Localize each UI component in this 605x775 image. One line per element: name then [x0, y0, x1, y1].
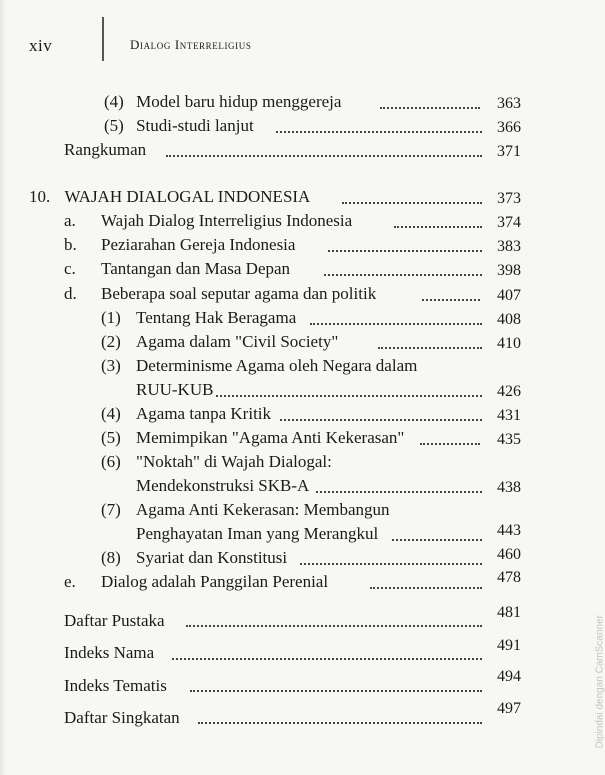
dot-leader: [420, 443, 480, 445]
toc-subentry-d4: [101, 404, 121, 424]
toc-entry-label: a.: [64, 211, 76, 230]
toc-page-number: 373: [497, 190, 521, 207]
toc-entry-label: (3): [101, 356, 121, 375]
toc-entry-c: [64, 259, 76, 279]
dot-leader: [328, 250, 482, 252]
toc-indeks-tematis: Indeks Tematis: [64, 676, 167, 695]
dot-leader: [276, 131, 482, 133]
toc-daftar-singkatan: Daftar Singkatan: [64, 708, 180, 727]
toc-page-number: 407: [497, 287, 521, 304]
toc-entry-e5: [104, 116, 254, 136]
toc-entry-title: Determinisme Agama oleh Negara dalam: [136, 356, 418, 375]
dot-leader: [172, 658, 482, 660]
toc-page-number: 366: [497, 119, 521, 136]
toc-subentry-d5: [101, 428, 121, 448]
dot-leader: [394, 226, 482, 228]
dot-leader: [316, 491, 482, 493]
dot-leader: [378, 347, 482, 349]
toc-entry-label: (7): [101, 500, 121, 519]
toc-entry-title-continued: Penghayatan Iman yang Merangkul: [136, 524, 379, 543]
chapter-title: WAJAH DIALOGAL INDONESIA: [64, 187, 311, 206]
toc-subentry-d7: [101, 500, 121, 520]
toc-entry-d: [64, 284, 77, 304]
toc-subentry-d1: [101, 308, 121, 328]
toc-entry-title: Model baru hidup menggereja: [136, 92, 342, 111]
toc-entry-label: e.: [64, 572, 76, 591]
toc-subentry-d6: [101, 452, 121, 472]
dot-leader: [166, 155, 482, 157]
toc-page-number: 460: [497, 546, 521, 563]
dot-leader: [186, 625, 482, 627]
toc-page-number: 371: [497, 143, 521, 160]
toc-entry-title: Memimpikan "Agama Anti Kekerasan": [136, 428, 405, 447]
toc-entry-title: Tantangan dan Masa Depan: [101, 259, 291, 278]
dot-leader: [280, 419, 482, 421]
toc-entry-title: Studi-studi lanjut: [136, 116, 254, 135]
toc-subentry-d2: [101, 332, 121, 352]
toc-entry-a: [64, 211, 76, 231]
scanner-watermark: Dipindai dengan CamScanner: [594, 615, 605, 749]
toc-entry-label: (5): [104, 116, 124, 135]
toc-entry-label: (4): [104, 92, 124, 111]
toc-subentry-d8: [101, 548, 121, 568]
toc-entry-e: [64, 572, 76, 592]
dot-leader: [190, 690, 482, 692]
toc-entry-title: Agama dalam "Civil Society": [136, 332, 339, 351]
toc-page-number: 408: [497, 311, 521, 328]
toc-page-number: 374: [497, 214, 521, 231]
toc-page-number: 494: [497, 668, 521, 685]
toc-entry-title-continued: Mendekonstruksi SKB-A: [136, 476, 310, 495]
toc-entry-label: d.: [64, 284, 77, 303]
toc-indeks-nama: Indeks Nama: [64, 643, 155, 662]
toc-page-number: 491: [497, 637, 521, 654]
toc-page-number: 426: [497, 383, 521, 400]
toc-entry-b: [64, 235, 77, 255]
toc-entry-label: b.: [64, 235, 77, 254]
toc-subentry-d3: [101, 356, 121, 376]
toc-page-number: 478: [497, 569, 521, 586]
toc-page-number: 398: [497, 262, 521, 279]
toc-entry-label: (8): [101, 548, 121, 567]
toc-page-number: 435: [497, 431, 521, 448]
toc-entry-title-continued: RUU-KUB: [136, 380, 214, 399]
toc-chapter-10: [29, 187, 310, 207]
toc-page-number: 431: [497, 407, 521, 424]
toc-entry-label: (1): [101, 308, 121, 327]
toc-page-number: 363: [497, 95, 521, 112]
dot-leader: [422, 299, 480, 301]
toc-entry-title: Agama tanpa Kritik: [136, 404, 272, 423]
dot-leader: [380, 107, 480, 109]
toc-entry-title: Tentang Hak Beragama: [136, 308, 297, 327]
toc-page-number: 481: [497, 604, 521, 621]
toc-entry-title: Wajah Dialog Interreligius Indonesia: [101, 211, 353, 230]
toc-entry-rangkuman: [64, 140, 146, 160]
toc-entry-title: Rangkuman: [64, 140, 147, 159]
header-divider: [102, 17, 104, 61]
toc-page-number: 443: [497, 522, 521, 539]
dot-leader: [392, 539, 482, 541]
toc-entry-title: Agama Anti Kekerasan: Membangun: [136, 500, 390, 519]
toc-entry-label: (6): [101, 452, 121, 471]
toc-entry-label: (4): [101, 404, 121, 423]
dot-leader: [342, 202, 482, 204]
page-edge-shadow: [0, 0, 6, 775]
toc-page-number: 438: [497, 479, 521, 496]
dot-leader: [216, 395, 482, 397]
toc-daftar-pustaka: Daftar Pustaka: [64, 611, 165, 630]
toc-entry-title: Peziarahan Gereja Indonesia: [101, 235, 296, 254]
dot-leader: [300, 563, 482, 565]
toc-entry-e4: [104, 92, 341, 112]
dot-leader: [310, 323, 482, 325]
toc-entry-title: Beberapa soal seputar agama dan politik: [101, 284, 377, 303]
toc-entry-title: "Noktah" di Wajah Dialogal:: [136, 452, 332, 471]
toc-entry-label: c.: [64, 259, 76, 278]
dot-leader: [370, 587, 482, 589]
header-page-number: xiv: [29, 36, 53, 55]
toc-entry-title: Dialog adalah Panggilan Perenial: [101, 572, 329, 591]
toc-entry-label: (5): [101, 428, 121, 447]
dot-leader: [324, 274, 482, 276]
chapter-number: 10.: [29, 187, 51, 206]
dot-leader: [198, 722, 482, 724]
toc-page-number: 497: [497, 700, 521, 717]
toc-entry-title: Syariat dan Konstitusi: [136, 548, 288, 567]
toc-page-number: 410: [497, 335, 521, 352]
toc-entry-label: (2): [101, 332, 121, 351]
running-title: Dialog Interreligius: [130, 37, 252, 52]
toc-page-number: 383: [497, 238, 521, 255]
